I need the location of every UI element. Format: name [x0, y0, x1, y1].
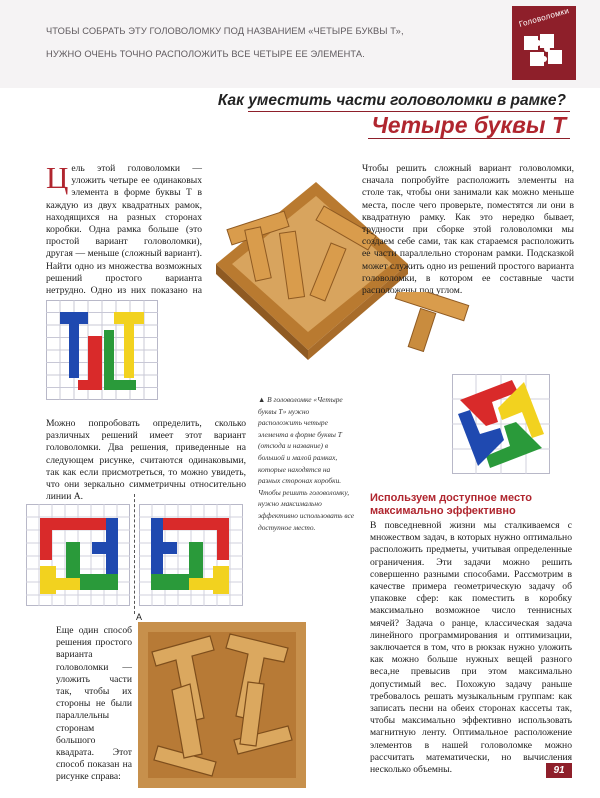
badge-label: Головоломки — [517, 6, 571, 29]
puzzle-pieces-icon — [520, 30, 568, 74]
rotated-solution-diagram — [452, 374, 550, 474]
intro-text: ель этой головоломки — уложить четыре ее одинаковых элемента в форме буквы Т в каждую из двух квадратных рамок, находящихся на разных сторонах коробки. Одна рамка больше (это простой вариант головоломки), другая — меньше (сложный вариант). Найти одно из множества возможных решений простого варианта нетрудно. Одно из них показано на — [46, 163, 202, 297]
middle-paragraph: Можно попробовать определить, сколько различных решений имеет этот вариант головоломки. Два решения, приведенные на следующем рисунке, считаются одинаковыми, так как если присмотреться, то можно увидеть, что они зеркально симметричны относительно линии А. — [46, 418, 246, 503]
mirror-diagram-right — [139, 504, 243, 606]
loose-t-piece-photo — [388, 292, 474, 352]
section-badge — [512, 6, 576, 80]
intro-paragraph — [46, 160, 202, 309]
line-a-label: А — [136, 612, 143, 622]
photo-caption: ▲ В головоломке «Четыре буквы Т» нужно расположить четыре элемента в форме буквы Т (отсюда и название) в большой и малой рамках, которые находятся на разных сторонах коробки. Чтобы решить головоломку, нужно максимально эффективно использовать все доступное место. — [258, 395, 354, 532]
drop-cap: Ц — [46, 160, 69, 195]
simple-solution-diagram — [46, 300, 158, 400]
right-top-paragraph: Чтобы решить сложный вариант головоломки, сначала попробуйте расположить элементы на столе так, чтобы они занимали как можно меньше места, после чего проверьте, поместятся ли они в квадратную рамку. Как это нередко бывает, трудности при сборке этой головоломки мы создаем себе сами, так как стараемся расположить ее части параллельно сторонам рамки. Подсказкой может служить одно из решений простого варианта головоломки, в котором ее составные части расположены под углом. — [362, 163, 574, 297]
page-number: 91 — [546, 763, 572, 778]
sidebar-text: В повседневной жизни мы сталкиваемся с множеством задач, в которых нужно оптимально расположить предметы, учитывая определенные ограничения. Эти задачи можно решить совершенно разными способами. Рассмотрим в качестве примера геометрическую задачу об упаковке сфер: как поместить в коробку максимально возможное число теннисных мячей? Задача о ранце, классическая задача линейного программирования и оптимизации, заключается в том, что в рюкзак нужно уложить как можно больше нужных вещей разного веса,не превысив при этом максимально допустимый вес. Похожую задачу раньше требовалось решать музыкальным группам: как записать песни на обеих сторонах кассеты так, чтобы максимально эффективно использовать магнитную ленту. Оптимальное расположение элементов в нашей головоломке можно рассчитать математически, но вычисления несколько объемны. — [370, 520, 572, 776]
title-rule-bottom — [368, 138, 570, 139]
rotated-pieces-photo — [138, 622, 306, 788]
bottom-left-paragraph: Еще один способ решения простого варианта головоломки — уложить части так, чтобы их стороны не были параллельны сторонам большого квадрата. Этот способ показан на рисунке справа: — [56, 625, 132, 783]
article-subtitle: Как уместить части головоломки в рамке? — [217, 92, 566, 109]
sidebar-heading: Используем доступное место максимально эффективно — [370, 492, 533, 517]
symmetry-line — [134, 494, 136, 614]
teaser-line-1: ЧТОБЫ СОБРАТЬ ЭТУ ГОЛОВОЛОМКУ ПОД НАЗВАНИЕМ «ЧЕТЫРЕ БУКВЫ Т», — [46, 26, 404, 36]
teaser-line-2: НУЖНО ОЧЕНЬ ТОЧНО РАСПОЛОЖИТЬ ВСЕ ЧЕТЫРЕ ЕЕ ЭЛЕМЕНТА. — [46, 49, 365, 59]
article-title: Четыре буквы Т — [371, 112, 566, 138]
mirror-diagram-left — [26, 504, 130, 606]
teaser-text — [46, 20, 456, 66]
